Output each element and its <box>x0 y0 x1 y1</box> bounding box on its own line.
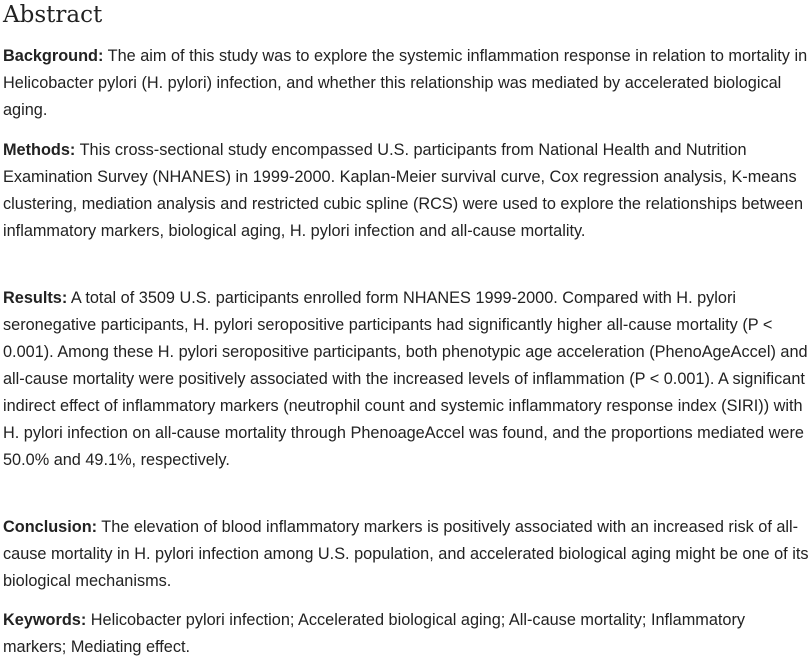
conclusion-text: The elevation of blood inflammatory markers is positively associated with an increased risk of all-cause mortality in H. pylori infection among U.S. population, and accelerated biological aging might be one of its biological mechanisms. <box>3 518 809 590</box>
methods-label: Methods: <box>3 141 76 159</box>
results-text: A total of 3509 U.S. participants enrolled form NHANES 1999-2000. Compared with H. pylori seronegative participants, H. pylori seropositive participants had significantly higher all-cause mortality (P < 0.001). Among these H. pylori seropositive participants, both phenotypic age acceleration (PhenoAgeAccel) and all-cause mortality were positively associated with the increased levels of inflammation (P < 0.001). A significant indirect effect of inflammatory markers (neutrophil count and systemic inflammatory response index (SIRI)) with H. pylori infection on all-cause mortality through PhenoageAccel was found, and the proportions mediated were 50.0% and 49.1%, respectively. <box>3 289 808 469</box>
keywords-text: Helicobacter pylori infection; Accelerated biological aging; All-cause mortality; Inflammatory markers; Mediating effect. <box>3 611 746 656</box>
background-label: Background: <box>3 47 104 65</box>
keywords-paragraph <box>3 607 809 659</box>
results-paragraph <box>3 285 809 474</box>
methods-text: This cross-sectional study encompassed U.S. participants from National Health and Nutrition Examination Survey (NHANES) in 1999-2000. Kaplan-Meier survival curve, Cox regression analysis, K-means clustering, mediation analysis and restricted cubic spline (RCS) were used to explore the relationships between inflammatory markers, biological aging, H. pylori infection and all-cause mortality. <box>3 141 803 240</box>
methods-paragraph <box>3 137 809 245</box>
conclusion-label: Conclusion: <box>3 518 98 536</box>
background-text: The aim of this study was to explore the systemic inflammation response in relation to mortality in Helicobacter pylori (H. pylori) infection, and whether this relationship was mediated by accelerated biological aging. <box>3 47 808 119</box>
background-paragraph <box>3 43 809 124</box>
keywords-label: Keywords: <box>3 611 87 629</box>
conclusion-paragraph <box>3 514 809 595</box>
results-label: Results: <box>3 289 68 307</box>
abstract-heading: Abstract <box>3 2 103 28</box>
